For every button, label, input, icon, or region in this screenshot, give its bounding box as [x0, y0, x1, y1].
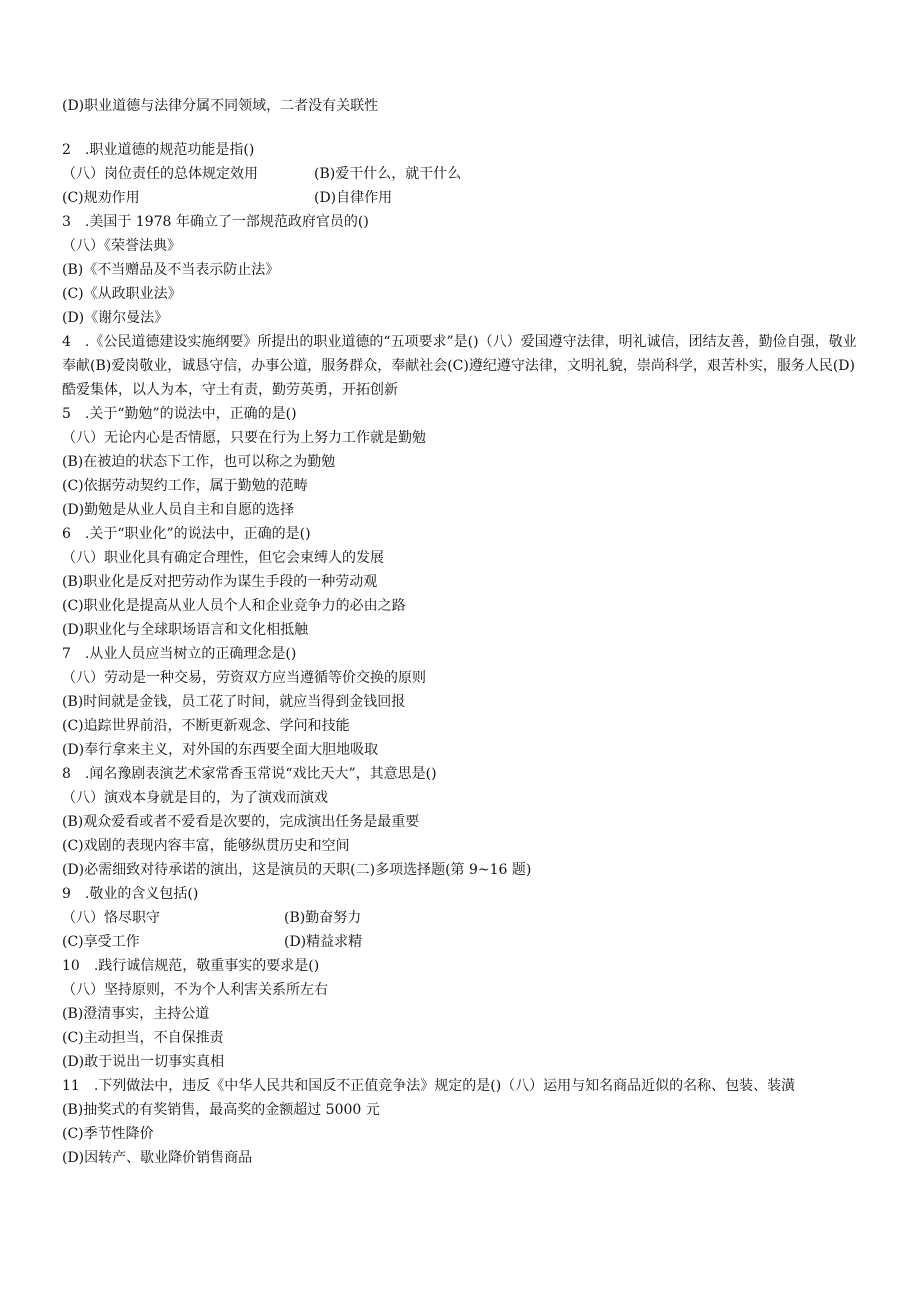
question-11: 11 .下列做法中，违反《中华人民共和国反不正值竞争法》规定的是()（八）运用与知名商品近似的名称、包装、装潢 — [62, 1078, 796, 1094]
option-d: (D)奉行拿来主义，对外国的东西要全面大胆地吸取 — [62, 742, 379, 758]
option-c: (C)依据劳动契约工作，属于勤勉的范畴 — [62, 478, 308, 494]
question-6: 6 .关于“职业化”的说法中，正确的是() — [62, 526, 311, 542]
option-a: （八）职业化具有确定合理性，但它会束缚人的发展 — [62, 550, 384, 566]
option-c: (C)主动担当，不自保推责 — [62, 1030, 224, 1046]
option-a: （八）岗位责任的总体规定效用 — [62, 166, 258, 182]
option-c: (C)职业化是提高从业人员个人和企业竞争力的必由之路 — [62, 598, 406, 614]
option-a: （八）演戏本身就是目的，为了演戏而演戏 — [62, 790, 328, 806]
option-a: （八）恪尽职守 — [62, 910, 160, 926]
question-7: 7 .从业人员应当树立的正确理念是() — [62, 646, 297, 662]
option-b: (B)澄清事实，主持公道 — [62, 1006, 210, 1022]
option-a: （八）坚持原则，不为个人利害关系所左右 — [62, 982, 328, 998]
question-4: 4 .《公民道德建设实施纲要》所提出的职业道德的“五项要求”是()（八）爱国遵守法律，明礼诚信，团结友善，勤俭自强，敬业奉献(B)爱岗敬业，诚恳守信，办事公道，服务群众，奉献社会(C)遵纪遵守法律，文明礼貌，崇尚科学，艰苦朴实，服务人民(D)酷爱集体，以人为本，守土有责，勤劳英勇，开拓创新 — [62, 334, 857, 398]
option-b: (B)爱干什么，就干什么 — [314, 166, 462, 182]
question-9: 9 .敬业的含义包括() — [62, 886, 199, 902]
option-d: (D)勤勉是从业人员自主和自愿的选择 — [62, 502, 295, 518]
option-d: (D)《谢尔曼法》 — [62, 310, 169, 326]
option-row — [62, 162, 862, 186]
option-line: (D)职业道德与法律分属不同领域，二者没有关联性 — [62, 98, 379, 114]
spacer — [62, 118, 862, 138]
option-b: (B)在被迫的状态下工作，也可以称之为勤勉 — [62, 454, 336, 470]
question-8: 8 .闻名豫剧表演艺术家常香玉常说“戏比天大”，其意思是() — [62, 766, 437, 782]
question-2: 2 .职业道德的规范功能是指() — [62, 142, 255, 158]
option-d: (D)因转产、歇业降价销售商品 — [62, 1150, 253, 1166]
document-page — [62, 94, 862, 1170]
option-c: (C)追踪世界前沿，不断更新观念、学问和技能 — [62, 718, 350, 734]
option-c: (C)季节性降价 — [62, 1126, 154, 1142]
question-5: 5 .关于“勤勉”的说法中，正确的是() — [62, 406, 297, 422]
option-b: (B)《不当赠品及不当表示防止法》 — [62, 262, 280, 278]
option-b: (B)勤奋努力 — [284, 910, 362, 926]
option-b: (B)抽奖式的有奖销售，最高奖的金额超过 5000 元 — [62, 1102, 380, 1118]
option-d: (D)精益求精 — [284, 934, 363, 950]
option-b: (B)观众爱看或者不爱看是次要的，完成演出任务是最重要 — [62, 814, 420, 830]
option-row — [62, 906, 862, 930]
option-c: (C)《从政职业法》 — [62, 286, 182, 302]
option-row — [62, 186, 862, 210]
option-a: （八）《荣誉法典》 — [62, 238, 181, 254]
option-d: (D)必需细致对待承诺的演出，这是演员的天职(二)多项选择题(第 9~16 题) — [62, 862, 532, 878]
option-c: (C)戏剧的表现内容丰富，能够纵贯历史和空间 — [62, 838, 350, 854]
question-10: 10 .践行诚信规范，敬重事实的要求是() — [62, 958, 320, 974]
option-d: (D)自律作用 — [314, 190, 393, 206]
option-c: (C)享受工作 — [62, 934, 140, 950]
option-c: (C)规劝作用 — [62, 190, 140, 206]
option-b: (B)职业化是反对把劳动作为谋生手段的一种劳动观 — [62, 574, 378, 590]
question-3: 3 .美国于 1978 年确立了一部规范政府官员的() — [62, 214, 369, 230]
option-a: （八）无论内心是否情愿，只要在行为上努力工作就是勤勉 — [62, 430, 426, 446]
option-d: (D)职业化与全球职场语言和文化相抵触 — [62, 622, 309, 638]
option-a: （八）劳动是一种交易，劳资双方应当遵循等价交换的原则 — [62, 670, 426, 686]
option-row — [62, 930, 862, 954]
option-b: (B)时间就是金钱，员工花了时间，就应当得到金钱回报 — [62, 694, 406, 710]
option-d: (D)敢于说出一切事实真相 — [62, 1054, 225, 1070]
